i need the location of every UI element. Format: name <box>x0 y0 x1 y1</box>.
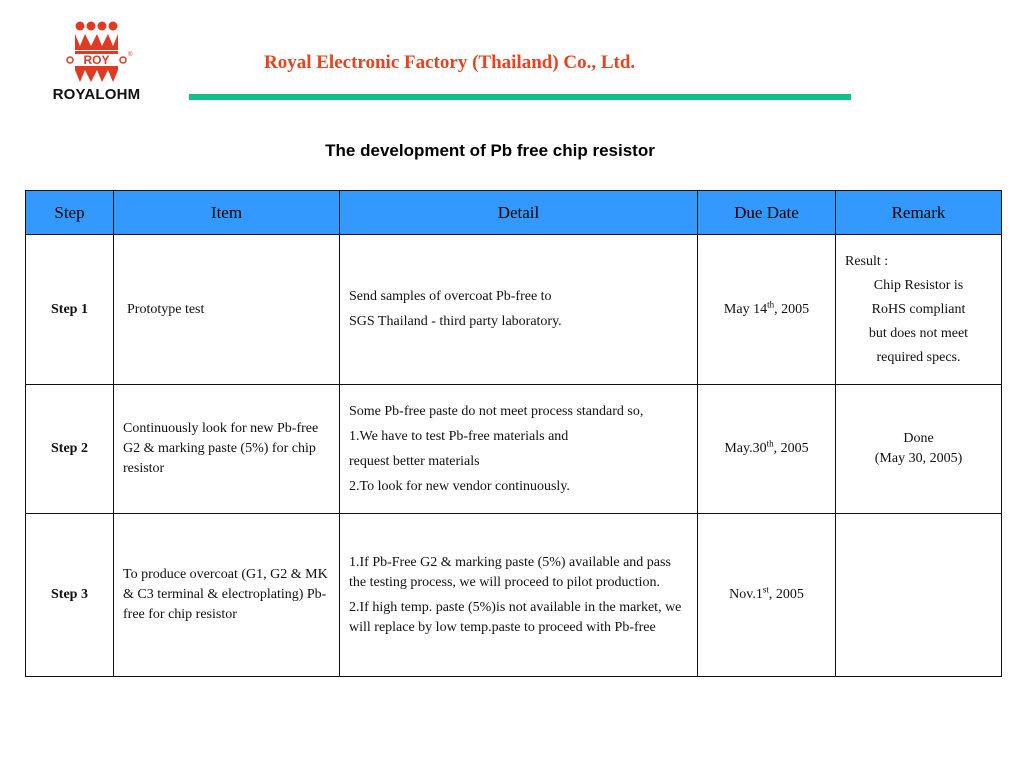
detail-line: Send samples of overcoat Pb-free to <box>349 289 552 304</box>
detail-line: SGS Thailand - third party laboratory. <box>349 314 562 329</box>
royalohm-emblem-icon <box>44 20 149 86</box>
item-cell: Prototype test <box>114 235 340 385</box>
svg-text:®: ® <box>128 52 133 58</box>
remark-line: Done <box>903 431 934 446</box>
column-header-remark: Remark <box>836 191 1002 235</box>
due-date-year: , 2005 <box>774 301 810 317</box>
due-date-year: , 2005 <box>768 587 804 602</box>
step-cell: Step 2 <box>26 385 114 514</box>
table-row <box>26 514 1002 677</box>
step-cell: Step 3 <box>26 514 114 677</box>
remark-cell <box>836 514 1002 677</box>
detail-cell <box>340 235 698 385</box>
remark-cell <box>836 385 1002 514</box>
due-date-main: Nov.1 <box>729 587 763 602</box>
detail-cell <box>340 385 698 514</box>
remark-cell <box>836 235 1002 385</box>
detail-cell <box>340 514 698 677</box>
due-date-cell <box>698 235 836 385</box>
table-row <box>26 385 1002 514</box>
due-date-suffix: th <box>767 298 775 309</box>
detail-line: 2.To look for new vendor continuously. <box>349 478 570 494</box>
royalohm-logo <box>44 20 149 108</box>
due-date-year: , 2005 <box>773 441 809 456</box>
detail-line: Some Pb-free paste do not meet process standard so, <box>349 403 644 419</box>
steps-table <box>25 190 1002 677</box>
remark-line: required specs. <box>876 349 961 365</box>
detail-line: 1.We have to test Pb-free materials and <box>349 428 569 444</box>
due-date-suffix: th <box>766 438 774 449</box>
due-date-cell <box>698 514 836 677</box>
remark-line: (May 30, 2005) <box>874 451 963 466</box>
detail-line: request better materials <box>349 453 480 469</box>
header-divider <box>189 94 851 100</box>
item-cell: Continuously look for new Pb-free G2 & marking paste (5%) for chip resistor <box>114 385 340 514</box>
company-name: Royal Electronic Factory (Thailand) Co., Ltd. <box>264 52 636 73</box>
remark-line: but does not meet <box>868 325 969 341</box>
column-header-detail: Detail <box>340 191 698 235</box>
logo-wordmark: ROYALOHM <box>52 86 141 103</box>
detail-line: 2.If high temp. paste (5%)is not available in the market, we will replace by low temp.paste to proceed with Pb-free <box>349 599 682 635</box>
remark-line: Result : <box>845 253 889 269</box>
detail-line: 1.If Pb-Free G2 & marking paste (5%) available and pass the testing process, we will proceed to pilot production. <box>349 554 671 590</box>
due-date-suffix: st <box>762 584 769 595</box>
remark-line: Chip Resistor is <box>873 277 964 293</box>
column-header-due-date: Due Date <box>698 191 836 235</box>
column-header-step: Step <box>26 191 114 235</box>
table-header-row <box>26 191 1002 235</box>
due-date-main: May 14 <box>723 301 768 317</box>
column-header-item: Item <box>114 191 340 235</box>
due-date-main: May.30 <box>724 441 767 456</box>
due-date-cell <box>698 385 836 514</box>
step-cell: Step 1 <box>26 235 114 385</box>
logo-mark-text: ROY <box>83 53 110 67</box>
remark-line: RoHS compliant <box>871 301 966 317</box>
table-row <box>26 235 1002 385</box>
item-cell: To produce overcoat (G1, G2 & MK & C3 terminal & electroplating) Pb-free for chip resistor <box>114 514 340 677</box>
document-title: The development of Pb free chip resistor <box>325 141 655 160</box>
